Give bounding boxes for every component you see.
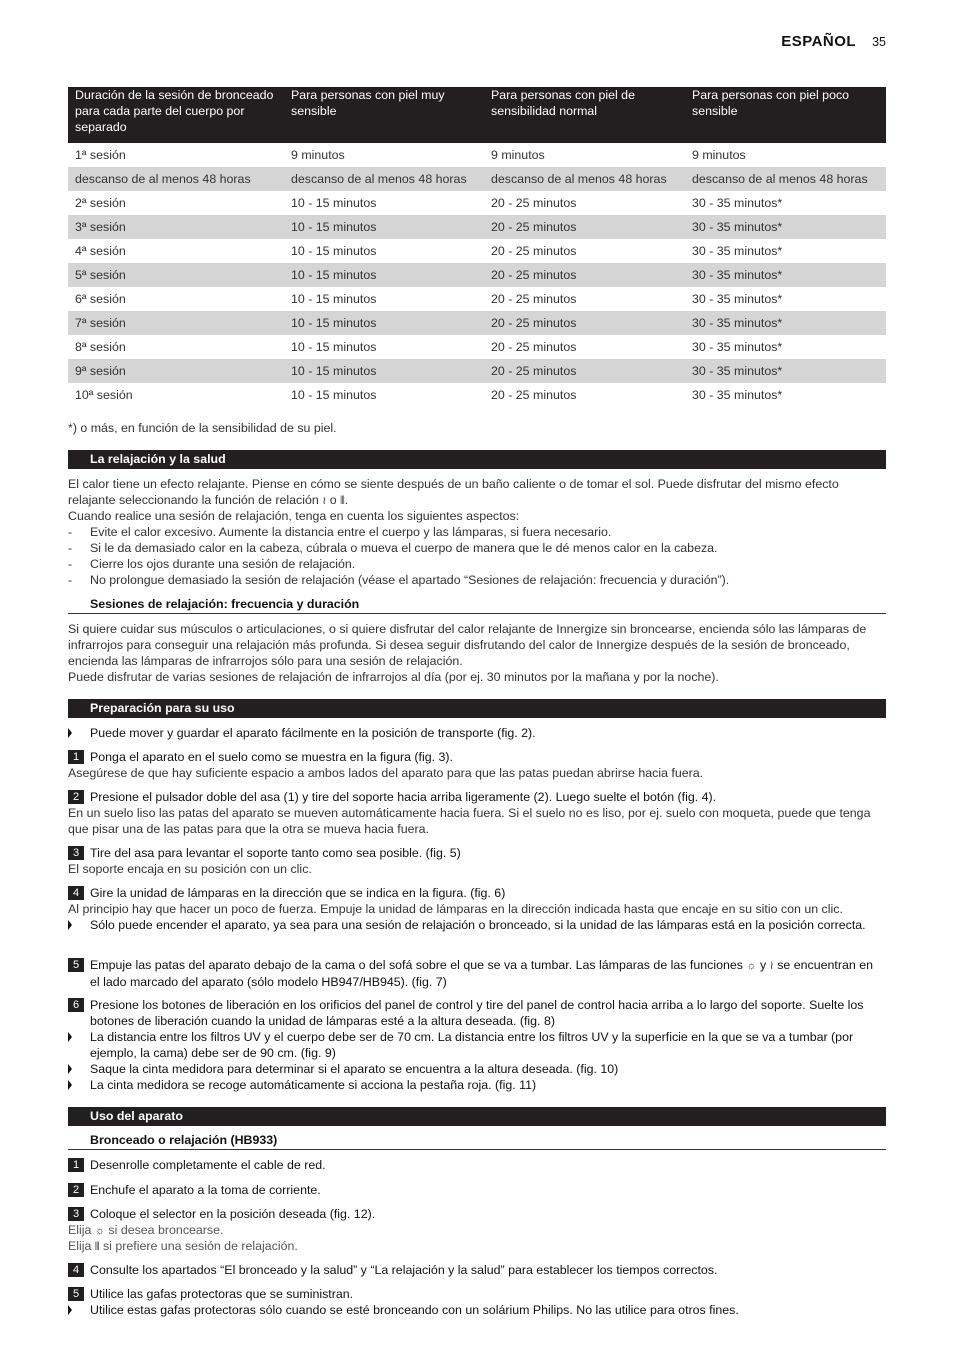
table-cell: 9ª sesión — [68, 359, 284, 383]
table-cell: 5ª sesión — [68, 263, 284, 287]
bullet-item — [68, 1302, 886, 1318]
session-table — [68, 87, 886, 407]
table-cell: 6ª sesión — [75, 292, 126, 306]
step-text: Desenrolle completamente el cable de red. — [90, 1158, 326, 1172]
table-row — [68, 311, 886, 335]
table-cell: 10 - 15 minutos — [291, 196, 377, 210]
step-note: Asegúrese de que hay suficiente espacio a ambos lados del aparato para que las patas puedan abrirse hacia fuera. — [68, 766, 704, 780]
step-2 — [68, 789, 886, 805]
bullet-icon — [68, 920, 72, 930]
step-note — [68, 1238, 886, 1255]
step-number: 6 — [68, 998, 84, 1012]
table-row — [68, 215, 886, 239]
table-row — [68, 191, 886, 215]
table-cell: 10 - 15 minutos — [284, 263, 484, 287]
table-cell: descanso de al menos 48 horas — [484, 167, 685, 191]
table-cell: 30 - 35 minutos* — [692, 196, 783, 210]
table-cell: 30 - 35 minutos* — [692, 244, 783, 258]
bullet-text: Saque la cinta medidora para determinar si el aparato se encuentra a la altura deseada. (fig. 10) — [90, 1062, 619, 1076]
table-cell: 20 - 25 minutos — [491, 244, 577, 258]
subsection-title-tanning: Bronceado o relajación (HB933) — [68, 1133, 886, 1150]
table-cell: 10 - 15 minutos — [284, 311, 484, 335]
bullet-icon — [68, 1305, 72, 1315]
step-text: y — [759, 958, 767, 972]
table-cell: 30 - 35 minutos* — [685, 311, 886, 335]
language-label: ESPAÑOL — [781, 33, 857, 50]
step-number: 4 — [68, 1263, 84, 1277]
table-cell: 9 minutos — [291, 148, 345, 162]
table-row — [68, 287, 886, 311]
table-cell: 10 - 15 minutos — [291, 340, 377, 354]
step-text: Presione los botones de liberación en los orificios del panel de control y tire del panel de control hacia arriba a lo largo del soporte. Suelte los botones de liberación cuando la unidad de lámparas esté a la altura deseada. (fig. 8) — [90, 998, 864, 1028]
step-text: Empuje las patas del aparato debajo de la cama o del sofá sobre el que se va a tumbar. Las lámparas de las funciones — [90, 958, 743, 972]
bullet-icon — [68, 728, 72, 738]
bullet-text: La cinta medidora se recoge automáticamente si acciona la pestaña roja. (fig. 11) — [90, 1078, 537, 1092]
bullet-text: Utilice estas gafas protectoras sólo cuando se esté bronceando con un solárium Philips. No las utilice para otros fines. — [90, 1303, 739, 1317]
use-step-4 — [68, 1262, 886, 1278]
table-cell: 7ª sesión — [68, 311, 284, 335]
table-header-cell: Para personas con piel poco sensible — [685, 87, 886, 143]
subsection-title-relax-sessions: Sesiones de relajación: frecuencia y duración — [68, 597, 886, 614]
step-number: 1 — [68, 750, 84, 764]
relax-triple-icon: ⫴ — [340, 495, 345, 507]
table-cell: 3ª sesión — [68, 215, 284, 239]
relax-triple-icon: ⫴ — [94, 1241, 100, 1253]
step-note-text: Elija — [68, 1239, 92, 1253]
step-text: se encuentran en el lado marcado del aparato (sólo modelo HB947/HB945). (fig. 7) — [90, 958, 873, 989]
relax-intro-paragraph — [68, 476, 886, 509]
relax-or-text: o — [329, 493, 337, 507]
step-number: 1 — [68, 1158, 84, 1172]
step-text: Coloque el selector en la posición deseada (fig. 12). — [90, 1207, 376, 1221]
list-item: - Cierre los ojos durante una sesión de relajación. — [68, 557, 356, 571]
step-text: Ponga el aparato en el suelo como se muestra en la figura (fig. 3). — [90, 750, 453, 764]
table-row — [68, 167, 886, 191]
table-cell: 20 - 25 minutos — [484, 359, 685, 383]
step-text: Consulte los apartados “El bronceado y la salud” y “La relajación y la salud” para establecer los tiempos correctos. — [90, 1263, 718, 1277]
step-text: Utilice las gafas protectoras que se suministran. — [90, 1287, 354, 1301]
step-text: Gire la unidad de lámparas en la dirección que se indica en la figura. (fig. 6) — [90, 886, 506, 900]
bullet-item — [68, 917, 886, 933]
step-note: En un suelo liso las patas del aparato se mueven automáticamente hacia fuera. Si el suelo no es liso, por ej. suelo con moqueta, puede que tenga que pisar una de las patas para que la otra se mueva hacia fuera. — [68, 806, 871, 836]
step-note-text: Elija — [68, 1223, 92, 1237]
bullet-item — [68, 725, 886, 741]
step-note — [68, 1222, 886, 1239]
table-cell: 20 - 25 minutos — [484, 311, 685, 335]
table-row — [68, 335, 886, 359]
step-note: Al principio hay que hacer un poco de fuerza. Empuje la unidad de lámparas en la dirección indicada hasta que encaje en su sitio con un clic. — [68, 902, 843, 916]
step-note: El soporte encaja en su posición con un clic. — [68, 862, 312, 876]
table-cell: 10 - 15 minutos — [291, 292, 377, 306]
use-step-5 — [68, 1286, 886, 1302]
bullet-item — [68, 1061, 886, 1077]
list-item: - Evite el calor excesivo. Aumente la distancia entre el cuerpo y las lámparas, si fuera necesario. — [68, 525, 612, 539]
relax-sessions-paragraph-2: Puede disfrutar de varias sesiones de relajación de infrarrojos al día (por ej. 30 minutos por la mañana y por la noche). — [68, 670, 719, 684]
table-cell: 9 minutos — [491, 148, 545, 162]
table-cell: 8ª sesión — [75, 340, 126, 354]
table-cell: 20 - 25 minutos — [484, 263, 685, 287]
section-title-relaxation: La relajación y la salud — [68, 450, 886, 469]
page-header — [781, 34, 886, 50]
page-number: 35 — [872, 35, 886, 49]
step-number: 4 — [68, 886, 84, 900]
table-cell: 10 - 15 minutos — [284, 215, 484, 239]
bullet-item — [68, 1077, 886, 1093]
relax-aspects-paragraph: Cuando realice una sesión de relajación, tenga en cuenta los siguientes aspectos: — [68, 509, 520, 523]
bullet-icon — [68, 1080, 72, 1090]
list-item: - Si le da demasiado calor en la cabeza, cúbrala o mueva el cuerpo de manera que le dé menos calor en la cabeza. — [68, 541, 718, 555]
table-cell: 30 - 35 minutos* — [685, 359, 886, 383]
table-cell: 10 - 15 minutos — [291, 388, 377, 402]
list-item: - No prolongue demasiado la sesión de relajación (véase el apartado “Sesiones de relajación: frecuencia y duración”). — [68, 573, 730, 587]
bullet-icon — [68, 1064, 72, 1074]
table-row — [68, 359, 886, 383]
bullet-icon — [68, 1032, 72, 1042]
table-cell: 20 - 25 minutos — [491, 388, 577, 402]
relax-single-icon: ≀ — [769, 960, 774, 972]
table-cell: 30 - 35 minutos* — [692, 388, 783, 402]
table-header-cell: Para personas con piel de sensibilidad normal — [484, 87, 685, 143]
table-row — [68, 263, 886, 287]
bullet-text: Puede mover y guardar el aparato fácilmente en la posición de transporte (fig. 2). — [90, 726, 536, 740]
relax-single-icon: ≀ — [322, 495, 327, 507]
list-item-text: Cierre los ojos durante una sesión de relajación. — [90, 557, 356, 571]
list-item-text: No prolongue demasiado la sesión de relajación (véase el apartado “Sesiones de relajación: frecuencia y duración”). — [90, 573, 730, 587]
table-header-row — [68, 87, 886, 143]
table-footnote: *) o más, en función de la sensibilidad de su piel. — [68, 421, 337, 435]
step-number: 2 — [68, 790, 84, 804]
step-3 — [68, 845, 886, 861]
table-cell: 9 minutos — [692, 148, 746, 162]
bullet-text: La distancia entre los filtros UV y el cuerpo debe ser de 70 cm. La distancia entre los filtros UV y la superficie en la que se va a tumbar (por ejemplo, la cama) debe ser de 90 cm. (fig. 9) — [90, 1030, 854, 1060]
step-text: Tire del asa para levantar el soporte tanto como sea posible. (fig. 5) — [90, 846, 461, 860]
table-cell: 20 - 25 minutos — [491, 196, 577, 210]
step-note-text: si desea broncearse. — [108, 1223, 224, 1237]
step-4 — [68, 885, 886, 901]
relax-intro-text: El calor tiene un efecto relajante. Piense en cómo se siente después de un baño caliente o de tomar el sol. Puede disfrutar del mismo efecto relajante seleccionando la función de relación — [68, 477, 839, 507]
table-cell: 2ª sesión — [75, 196, 126, 210]
sun-icon: ☼ — [94, 1225, 105, 1237]
table-cell: descanso de al menos 48 horas — [284, 167, 484, 191]
step-5 — [68, 957, 886, 990]
use-step-3 — [68, 1206, 886, 1222]
table-row — [68, 383, 886, 407]
section-title-use: Uso del aparato — [68, 1107, 886, 1126]
step-1 — [68, 749, 886, 765]
table-cell: 30 - 35 minutos* — [692, 292, 783, 306]
table-row — [68, 143, 886, 167]
table-cell: 10 - 15 minutos — [291, 244, 377, 258]
table-cell: 20 - 25 minutos — [491, 292, 577, 306]
table-cell: 30 - 35 minutos* — [685, 215, 886, 239]
step-text: Enchufe el aparato a la toma de corriente. — [90, 1183, 321, 1197]
list-item-text: Evite el calor excesivo. Aumente la distancia entre el cuerpo y las lámparas, si fuera necesario. — [90, 525, 612, 539]
use-step-2 — [68, 1182, 886, 1198]
relax-sessions-paragraph: Si quiere cuidar sus músculos o articulaciones, o si quiere disfrutar del calor relajante de Innergize sin broncearse, encienda sólo las lámparas de infrarrojos para conseguir una relajación más profunda. Si desea seguir disfrutando del calor de Innergize después de la sesión de bronceado, encienda las lámparas de infrarrojos sólo para una sesión de relajación. — [68, 622, 867, 668]
table-cell: descanso de al menos 48 horas — [685, 167, 886, 191]
relax-intro-end: . — [344, 493, 349, 507]
table-cell: 10 - 15 minutos — [284, 359, 484, 383]
use-step-1 — [68, 1157, 886, 1173]
sun-icon: ☼ — [746, 960, 757, 972]
step-note-text: si prefiere una sesión de relajación. — [102, 1239, 298, 1253]
table-row — [68, 239, 886, 263]
table-cell: 30 - 35 minutos* — [692, 340, 783, 354]
list-item-text: Si le da demasiado calor en la cabeza, cúbrala o mueva el cuerpo de manera que le dé menos calor en la cabeza. — [90, 541, 718, 555]
table-cell: 10ª sesión — [75, 388, 133, 402]
step-number: 2 — [68, 1183, 84, 1197]
table-cell: 4ª sesión — [75, 244, 126, 258]
section-title-preparation: Preparación para su uso — [68, 699, 886, 718]
step-number: 3 — [68, 1207, 84, 1221]
step-number: 5 — [68, 1287, 84, 1301]
step-text: Presione el pulsador doble del asa (1) y tire del soporte hacia arriba ligeramente (2). Luego suelte el botón (fig. 4). — [90, 790, 717, 804]
step-number: 5 — [68, 958, 84, 972]
table-cell: descanso de al menos 48 horas — [68, 167, 284, 191]
table-cell: 1ª sesión — [75, 148, 126, 162]
step-6 — [68, 997, 886, 1029]
table-cell: 30 - 35 minutos* — [685, 263, 886, 287]
table-header-cell: Para personas con piel muy sensible — [284, 87, 484, 143]
table-header-cell: Duración de la sesión de bronceado para cada parte del cuerpo por separado — [68, 87, 284, 143]
table-cell: 20 - 25 minutos — [491, 340, 577, 354]
bullet-item — [68, 1029, 886, 1061]
bullet-text: Sólo puede encender el aparato, ya sea para una sesión de relajación o bronceado, si la unidad de las lámparas está en la posición correcta. — [90, 918, 866, 932]
step-number: 3 — [68, 846, 84, 860]
table-cell: 20 - 25 minutos — [484, 215, 685, 239]
